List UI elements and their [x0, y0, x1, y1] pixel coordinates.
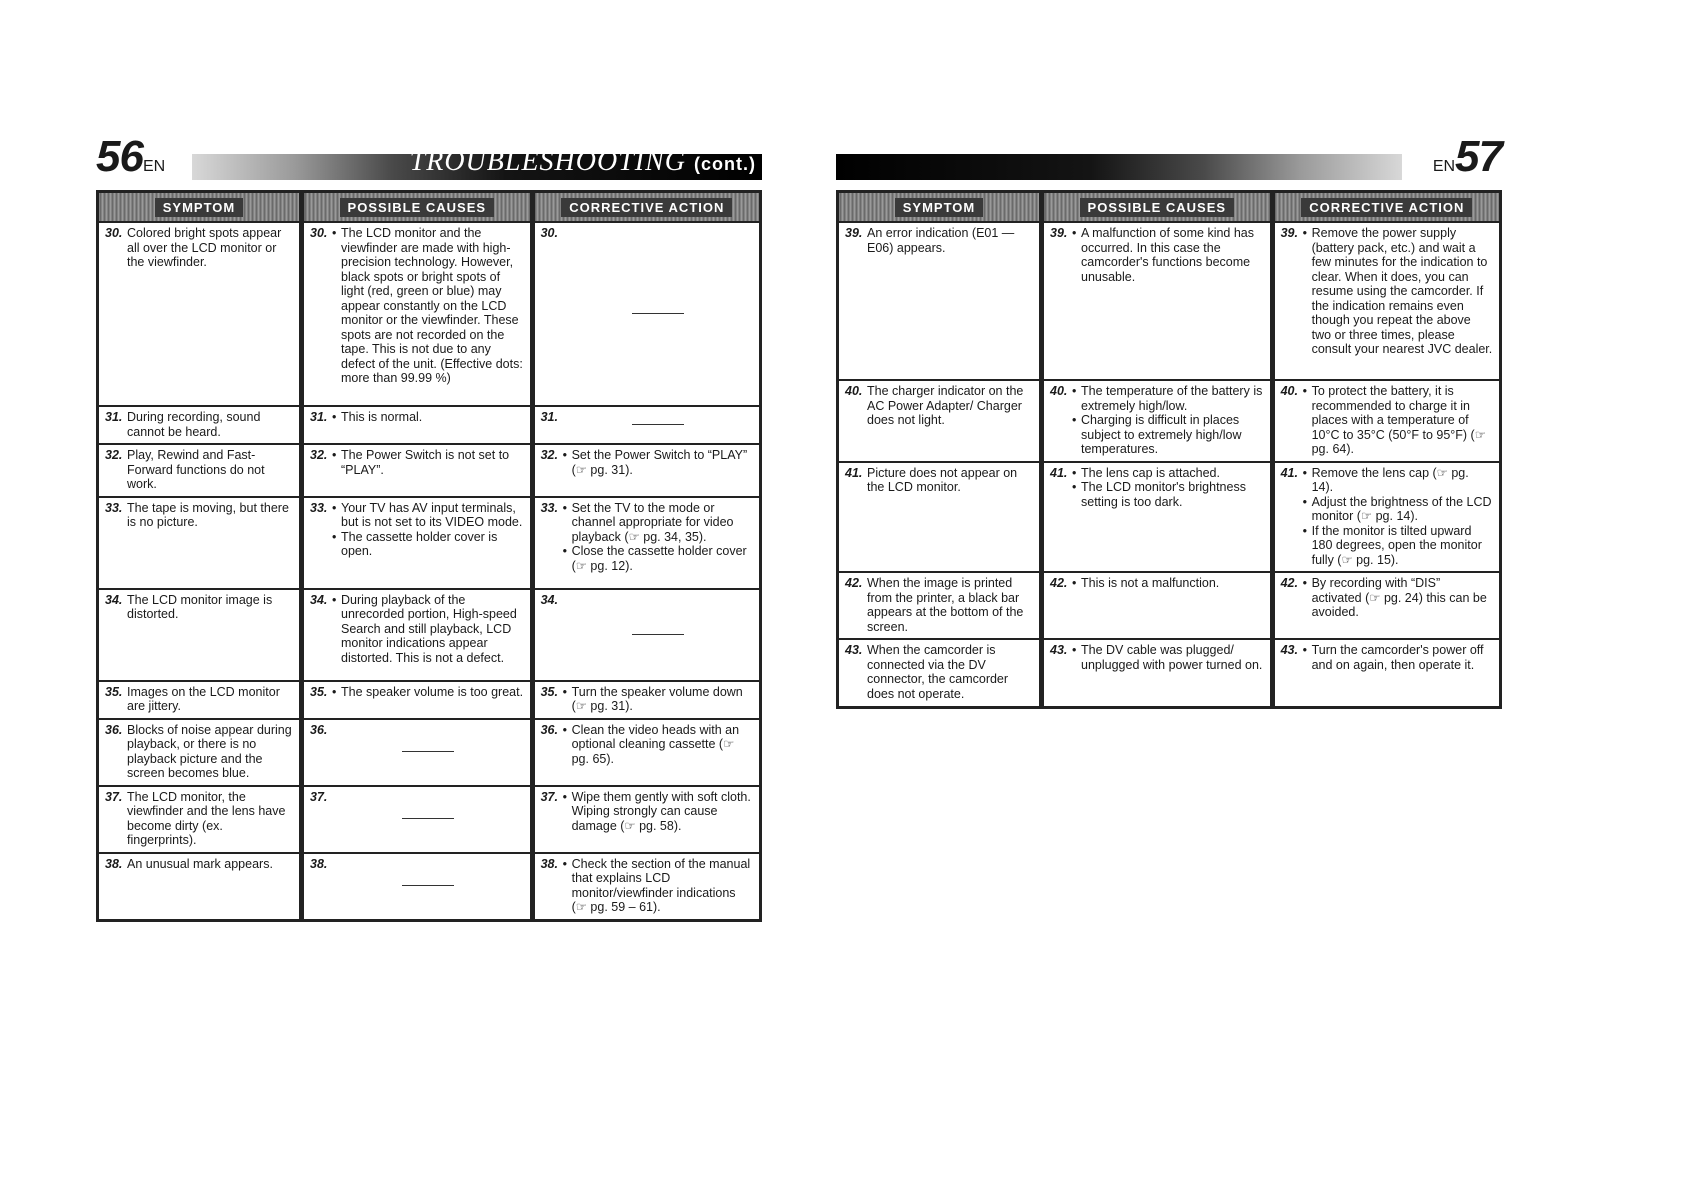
cause-item	[1072, 413, 1264, 457]
action-text: Check the section of the manual that explains LCD monitor/viewfinder indications (☞ pg. 59 – 61).	[571, 856, 751, 914]
cause-cell	[302, 406, 533, 444]
action-content	[541, 593, 753, 676]
bullet-icon: •	[1302, 384, 1307, 398]
row-number: 33.	[105, 500, 123, 515]
cause-text: The cassette holder cover is open.	[341, 529, 498, 558]
action-item	[1303, 524, 1493, 568]
row-number: 35.	[310, 684, 328, 699]
action-item	[1303, 495, 1493, 524]
action-text: Remove the lens cap (☞ pg. 14).	[1311, 465, 1469, 494]
action-content	[541, 448, 753, 477]
row-number: 35.	[105, 684, 123, 699]
cause-cell	[302, 786, 533, 853]
row-number: 42.	[1280, 576, 1298, 590]
row-number: 39.	[1280, 226, 1298, 240]
action-content	[1281, 466, 1493, 568]
bullet-icon: •	[1072, 576, 1077, 590]
cause-list	[332, 226, 524, 386]
cause-text: The Power Switch is not set to “PLAY”.	[341, 448, 510, 477]
left-page-number: 56EN	[96, 132, 166, 181]
left-page-banner	[96, 132, 762, 181]
row-number: 40.	[1280, 384, 1298, 398]
symptom-cell	[838, 572, 1042, 639]
cause-list	[1072, 226, 1264, 284]
action-text: Set the Power Switch to “PLAY” (☞ pg. 31).	[571, 448, 748, 477]
left-page-lang: EN	[142, 158, 166, 175]
row-number: 37.	[540, 789, 558, 804]
bullet-icon: •	[1072, 643, 1077, 657]
action-item	[1303, 576, 1493, 620]
cause-list	[1072, 576, 1264, 591]
header-possible-causes: POSSIBLE CAUSES	[1042, 192, 1273, 223]
bullet-icon: •	[1302, 494, 1307, 509]
cause-text: The LCD monitor and the viewfinder are made with high-precision technology. However, black spots or bright spots of light (red, green or blue) may appear constantly on the LCD monitor or the viewfinder. These spots are not recorded on the tape. This is not due to any defect of the unit. (Effective dots: more than 99.99 %)	[341, 226, 523, 385]
symptom-text: During recording, sound cannot be heard.	[127, 410, 261, 439]
bullet-icon: •	[1072, 413, 1077, 427]
row-number: 30.	[310, 226, 328, 240]
cause-item	[1072, 226, 1264, 284]
right-page-lang: EN	[1432, 158, 1456, 175]
row-number: 42.	[1050, 576, 1068, 590]
action-item	[563, 501, 753, 545]
bullet-icon: •	[562, 722, 567, 737]
troubleshooting-table-right	[836, 190, 1502, 709]
cause-content	[1050, 466, 1264, 510]
row-number: 39.	[1050, 226, 1068, 240]
right-banner-bar	[836, 154, 1402, 180]
action-cell	[1272, 572, 1500, 639]
action-list	[1303, 643, 1493, 672]
row-number: 30.	[540, 226, 558, 240]
action-text: Turn the camcorder's power off and on again, then operate it.	[1311, 643, 1484, 672]
row-number: 31.	[310, 410, 328, 424]
bullet-icon: •	[332, 226, 337, 240]
right-page-banner	[836, 132, 1502, 181]
bullet-icon: •	[1072, 465, 1077, 480]
cause-text: The DV cable was plugged/ unplugged with power turned on.	[1081, 643, 1263, 672]
cause-content	[310, 593, 524, 666]
bullet-icon: •	[562, 789, 567, 804]
action-text: Wipe them gently with soft cloth. Wiping strongly can cause damage (☞ pg. 58).	[571, 789, 751, 833]
action-list	[1303, 384, 1493, 457]
symptom-text: The LCD monitor, the viewfinder and the lens have become dirty (ex. fingerprints).	[127, 789, 286, 847]
bullet-icon: •	[562, 500, 567, 515]
row-number: 37.	[310, 789, 328, 804]
section-title-suffix: (cont.)	[694, 154, 756, 174]
action-content	[541, 685, 753, 714]
action-cell	[532, 681, 760, 719]
row-number: 43.	[1050, 643, 1068, 657]
dash-line	[632, 424, 684, 425]
not-applicable-dash	[332, 790, 524, 848]
symptom-content	[105, 501, 293, 530]
symptom-content	[105, 593, 293, 622]
symptom-content	[105, 857, 293, 872]
action-cell	[532, 406, 760, 444]
bullet-icon: •	[332, 684, 337, 699]
action-item	[563, 790, 753, 834]
action-text: Remove the power supply (battery pack, etc.) and wait a few minutes for the indication to clear. When it does, you can resume using the camcorder. If the indication remains even though you repeat the above two or three times, please consult your nearest JVC dealer.	[1311, 226, 1493, 356]
right-page	[836, 132, 1502, 709]
cause-item	[332, 448, 524, 477]
row-number: 40.	[1050, 384, 1068, 398]
cause-content	[1050, 226, 1264, 284]
cause-list	[332, 593, 524, 666]
row-number: 35.	[540, 684, 558, 699]
action-list	[563, 857, 753, 915]
row-number: 42.	[845, 576, 863, 590]
cause-list	[332, 448, 524, 477]
symptom-content	[105, 226, 293, 270]
cause-content	[1050, 576, 1264, 591]
row-number: 37.	[105, 789, 123, 804]
cause-list	[1072, 466, 1264, 510]
cause-item	[332, 530, 524, 559]
cause-item	[1072, 384, 1264, 413]
row-number: 38.	[540, 856, 558, 871]
row-number: 30.	[105, 226, 123, 240]
bullet-icon: •	[1072, 384, 1077, 398]
action-list	[1303, 466, 1493, 568]
row-number: 41.	[1050, 465, 1068, 480]
bullet-icon: •	[562, 544, 567, 558]
cause-text: Charging is difficult in places subject to extremely high/low temperatures.	[1081, 413, 1242, 456]
table-row	[98, 681, 761, 719]
symptom-text: Play, Rewind and Fast-Forward functions do not work.	[127, 448, 265, 491]
action-list	[1303, 576, 1493, 620]
table-header-row	[838, 192, 1501, 223]
symptom-cell	[838, 380, 1042, 462]
dash-line	[632, 634, 684, 635]
action-text: Clean the video heads with an optional cleaning cassette (☞ pg. 65).	[571, 722, 740, 766]
action-list	[563, 226, 753, 401]
not-applicable-dash	[332, 723, 524, 781]
symptom-cell	[98, 853, 302, 921]
action-cell	[532, 589, 760, 681]
action-text: To protect the battery, it is recommended to charge it in places with a temperature of 10°C to 35°C (50°F to 95°F) (☞ pg. 64).	[1311, 384, 1486, 456]
row-number: 40.	[845, 384, 863, 398]
table-row	[98, 497, 761, 589]
not-applicable-dash	[563, 593, 753, 676]
action-list	[563, 593, 753, 676]
action-cell	[532, 497, 760, 589]
cause-cell	[302, 719, 533, 786]
action-content	[541, 226, 753, 401]
table-row	[838, 222, 1501, 380]
symptom-text: An error indication (E01 — E06) appears.	[867, 226, 1015, 255]
row-number: 34.	[310, 592, 328, 607]
header-possible-causes: POSSIBLE CAUSES	[302, 192, 533, 223]
left-page	[96, 132, 762, 922]
action-text: Turn the speaker volume down (☞ pg. 31).	[571, 684, 743, 713]
cause-text: This is not a malfunction.	[1081, 576, 1220, 590]
cause-text: This is normal.	[341, 410, 423, 424]
troubleshooting-table-left	[96, 190, 762, 922]
action-content	[541, 790, 753, 834]
row-number: 32.	[105, 448, 123, 462]
symptom-content	[105, 790, 293, 848]
row-number: 41.	[1280, 465, 1298, 480]
cause-item	[332, 501, 524, 530]
cause-list	[332, 790, 524, 848]
cause-cell	[302, 589, 533, 681]
action-list	[563, 790, 753, 834]
action-content	[1281, 576, 1493, 620]
cause-cell	[1042, 380, 1273, 462]
action-content	[1281, 384, 1493, 457]
section-title: TROUBLESHOOTING (cont.)	[409, 146, 756, 177]
action-item	[563, 723, 753, 767]
symptom-content	[845, 384, 1033, 428]
action-item	[1303, 384, 1493, 457]
cause-cell	[1042, 222, 1273, 380]
bullet-icon: •	[332, 410, 337, 424]
cause-content	[1050, 643, 1264, 672]
symptom-cell	[98, 681, 302, 719]
cause-content	[310, 723, 524, 781]
table-row	[98, 406, 761, 444]
symptom-text: When the image is printed from the printer, a black bar appears at the bottom of the screen.	[867, 576, 1024, 634]
table-row	[98, 853, 761, 921]
table-row	[98, 444, 761, 497]
header-symptom: SYMPTOM	[838, 192, 1042, 223]
cause-cell	[1042, 572, 1273, 639]
table-row	[98, 786, 761, 853]
symptom-text: Picture does not appear on the LCD monitor.	[867, 465, 1018, 494]
cause-list	[1072, 384, 1264, 457]
symptom-cell	[98, 589, 302, 681]
table-row	[98, 222, 761, 406]
cause-cell	[302, 681, 533, 719]
bullet-icon: •	[562, 684, 567, 699]
action-list	[563, 410, 753, 439]
symptom-text: Images on the LCD monitor are jittery.	[127, 684, 280, 713]
row-number: 41.	[845, 465, 863, 480]
cause-cell	[302, 497, 533, 589]
symptom-text: Blocks of noise appear during playback, or there is no playback picture and the screen becomes blue.	[127, 722, 292, 780]
action-item	[1303, 226, 1493, 357]
cause-list	[332, 501, 524, 559]
header-corrective-action: CORRECTIVE ACTION	[532, 192, 760, 223]
row-number: 33.	[310, 500, 328, 515]
header-corrective-action: CORRECTIVE ACTION	[1272, 192, 1500, 223]
cause-item	[1072, 466, 1264, 481]
cause-item	[1072, 643, 1264, 672]
bullet-icon: •	[1302, 226, 1307, 240]
symptom-cell	[838, 222, 1042, 380]
symptom-content	[845, 576, 1033, 634]
row-number: 43.	[1280, 643, 1298, 657]
cause-cell	[1042, 639, 1273, 707]
cause-content	[310, 790, 524, 848]
cause-content	[310, 857, 524, 915]
dash-line	[402, 885, 454, 886]
symptom-cell	[98, 222, 302, 406]
action-cell	[532, 786, 760, 853]
symptom-cell	[98, 444, 302, 497]
cause-list	[1072, 643, 1264, 672]
cause-text: The lens cap is attached.	[1081, 465, 1220, 480]
action-cell	[1272, 222, 1500, 380]
symptom-content	[105, 448, 293, 492]
action-cell	[532, 719, 760, 786]
symptom-content	[845, 466, 1033, 495]
symptom-text: Colored bright spots appear all over the LCD monitor or the viewfinder.	[127, 226, 282, 269]
bullet-icon: •	[332, 448, 337, 462]
cause-item	[1072, 480, 1264, 509]
row-number: 33.	[540, 500, 558, 515]
row-number: 31.	[540, 410, 558, 424]
action-list	[1303, 226, 1493, 357]
cause-cell	[302, 444, 533, 497]
action-cell	[532, 853, 760, 921]
cause-item	[332, 685, 524, 700]
symptom-content	[105, 410, 293, 439]
action-item	[563, 685, 753, 714]
symptom-content	[845, 643, 1033, 701]
action-list	[563, 723, 753, 767]
bullet-icon: •	[1302, 643, 1307, 657]
bullet-icon: •	[1302, 576, 1307, 590]
symptom-cell	[98, 719, 302, 786]
action-content	[541, 410, 753, 439]
row-number: 43.	[845, 643, 863, 657]
symptom-text: When the camcorder is connected via the DV connector, the camcorder does not operate.	[867, 643, 1009, 701]
cause-text: The speaker volume is too great.	[341, 684, 524, 699]
action-text: Adjust the brightness of the LCD monitor (☞ pg. 14).	[1311, 494, 1492, 523]
action-text: By recording with “DIS” activated (☞ pg. 24) this can be avoided.	[1311, 576, 1487, 619]
symptom-content	[845, 226, 1033, 255]
row-number: 32.	[310, 448, 328, 462]
cause-text: Your TV has AV input terminals, but is not set to its VIDEO mode.	[341, 500, 523, 529]
action-item	[1303, 643, 1493, 672]
cause-text: A malfunction of some kind has occurred. In this case the camcorder's functions become unusable.	[1081, 226, 1255, 284]
symptom-cell	[98, 406, 302, 444]
table-row	[838, 462, 1501, 573]
row-number: 36.	[105, 722, 123, 737]
action-content	[541, 857, 753, 915]
action-cell	[1272, 462, 1500, 573]
action-content	[541, 501, 753, 574]
symptom-text: The LCD monitor image is distorted.	[127, 592, 273, 621]
row-number: 36.	[310, 722, 328, 737]
action-list	[563, 448, 753, 477]
symptom-text: The charger indicator on the AC Power Adapter/ Charger does not light.	[867, 384, 1024, 427]
row-number: 38.	[105, 856, 123, 871]
bullet-icon: •	[332, 592, 337, 607]
bullet-icon: •	[1072, 480, 1077, 494]
cause-content	[310, 448, 524, 477]
symptom-content	[105, 723, 293, 781]
cause-item	[332, 410, 524, 425]
row-number: 38.	[310, 856, 328, 871]
row-number: 32.	[540, 448, 558, 462]
cause-cell	[302, 853, 533, 921]
action-cell	[532, 444, 760, 497]
cause-item	[1072, 576, 1264, 591]
symptom-cell	[838, 462, 1042, 573]
bullet-icon: •	[332, 500, 337, 515]
symptom-cell	[98, 786, 302, 853]
row-number: 39.	[845, 226, 863, 240]
table-header-row	[98, 192, 761, 223]
cause-cell	[1042, 462, 1273, 573]
action-item	[563, 857, 753, 915]
action-cell	[1272, 380, 1500, 462]
cause-content	[310, 685, 524, 700]
cause-content	[310, 226, 524, 386]
table-row	[98, 719, 761, 786]
bullet-icon: •	[562, 856, 567, 871]
symptom-text: An unusual mark appears.	[127, 856, 273, 871]
not-applicable-dash	[563, 410, 753, 439]
cause-cell	[302, 222, 533, 406]
row-number: 34.	[540, 592, 558, 607]
row-number: 36.	[540, 722, 558, 737]
dash-line	[632, 313, 684, 314]
action-cell	[532, 222, 760, 406]
action-cell	[1272, 639, 1500, 707]
action-text: If the monitor is tilted upward 180 degrees, open the monitor fully (☞ pg. 15).	[1311, 523, 1482, 567]
action-text: Set the TV to the mode or channel appropriate for video playback (☞ pg. 34, 35).	[571, 500, 734, 544]
cause-item	[332, 226, 524, 386]
header-symptom: SYMPTOM	[98, 192, 302, 223]
bullet-icon: •	[562, 448, 567, 462]
bullet-icon: •	[332, 529, 337, 544]
symptom-content	[105, 685, 293, 714]
cause-content	[310, 410, 524, 425]
cause-text: The temperature of the battery is extremely high/low.	[1081, 384, 1263, 413]
action-list	[563, 685, 753, 714]
cause-content	[1050, 384, 1264, 457]
cause-list	[332, 410, 524, 425]
not-applicable-dash	[332, 857, 524, 915]
dash-line	[402, 751, 454, 752]
table-row	[838, 639, 1501, 707]
action-content	[541, 723, 753, 767]
not-applicable-dash	[563, 226, 753, 401]
action-list	[563, 501, 753, 574]
cause-list	[332, 685, 524, 700]
action-content	[1281, 226, 1493, 357]
action-item	[563, 448, 753, 477]
cause-text: The LCD monitor's brightness setting is too dark.	[1081, 480, 1246, 509]
action-item	[1303, 466, 1493, 495]
row-number: 31.	[105, 410, 123, 424]
bullet-icon: •	[1302, 523, 1307, 538]
cause-list	[332, 723, 524, 781]
cause-text: During playback of the unrecorded portion, High-speed Search and still playback, LCD monitor indications appear distorted. This is not a defect.	[341, 592, 517, 665]
cause-list	[332, 857, 524, 915]
bullet-icon: •	[1302, 465, 1307, 480]
bullet-icon: •	[1072, 226, 1077, 240]
right-page-number: EN57	[1432, 132, 1502, 181]
action-content	[1281, 643, 1493, 672]
symptom-cell	[98, 497, 302, 589]
action-text: Close the cassette holder cover (☞ pg. 12).	[571, 544, 747, 573]
cause-item	[332, 593, 524, 666]
dash-line	[402, 818, 454, 819]
row-number: 34.	[105, 592, 123, 607]
action-item	[563, 544, 753, 573]
symptom-cell	[838, 639, 1042, 707]
table-row	[838, 572, 1501, 639]
symptom-text: The tape is moving, but there is no picture.	[127, 500, 289, 529]
table-row	[838, 380, 1501, 462]
table-row	[98, 589, 761, 681]
cause-content	[310, 501, 524, 559]
